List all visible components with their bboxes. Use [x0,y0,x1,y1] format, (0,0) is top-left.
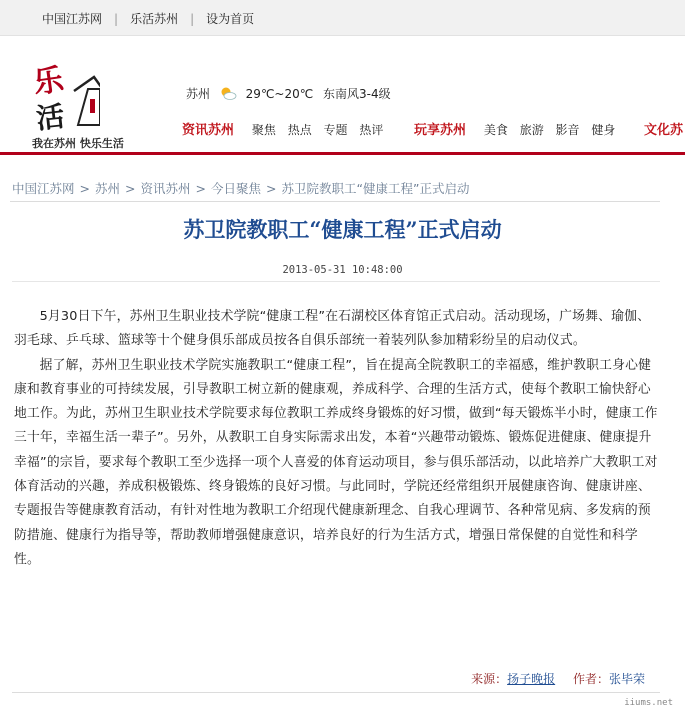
link-jschina[interactable]: 中国江苏网 [42,12,103,26]
breadcrumb-sep: > [79,181,90,196]
divider [10,201,660,202]
nav-group-culture [644,119,683,138]
nav-group-title[interactable]: 玩享苏州 [414,123,467,138]
link-set-homepage[interactable]: 设为首页 [206,12,255,26]
partly-cloudy-icon [218,86,238,100]
source-label: 来源： [471,672,508,686]
breadcrumb-current: 苏卫院教职工“健康工程”正式启动 [281,181,470,196]
nav-item-hot[interactable]: 热点 [287,123,312,137]
separator: | [190,12,195,26]
nav-item-focus[interactable]: 聚焦 [251,123,276,137]
svg-text:活: 活 [34,99,66,135]
nav-group-title[interactable]: 资讯苏州 [182,123,235,138]
svg-text:乐: 乐 [31,62,66,102]
article-body [14,305,662,572]
top-links [42,10,254,27]
page-title: 苏卫院教职工“健康工程”正式启动 [183,217,502,242]
divider [12,281,660,282]
weather-widget [186,85,391,102]
nav-group-title[interactable]: 文化苏 [644,123,684,138]
calligraphy-logo-icon [30,55,100,135]
separator: | [114,12,119,26]
source-link[interactable]: 扬子晚报 [507,672,556,686]
weather-temp: 29℃~20℃ [245,87,314,101]
author-label: 作者： [572,672,609,686]
publish-date: 2013-05-31 10:48:00 [282,264,403,276]
header-divider [0,152,685,155]
breadcrumb [12,179,469,197]
nav-item-fitness[interactable]: 健身 [591,123,616,137]
nav-item-food[interactable]: 美食 [483,123,508,137]
nav-group-fun [414,119,615,138]
breadcrumb-item-news[interactable]: 资讯苏州 [140,181,191,196]
breadcrumb-item-suzhou[interactable]: 苏州 [95,181,121,196]
breadcrumb-item-home[interactable]: 中国江苏网 [12,181,75,196]
nav-item-travel[interactable]: 旅游 [519,123,544,137]
nav-item-comment[interactable]: 热评 [359,123,384,137]
breadcrumb-item-today[interactable]: 今日聚焦 [211,181,262,196]
divider [12,692,660,693]
breadcrumb-sep: > [125,181,136,196]
weather-wind: 东南风3-4级 [323,87,391,101]
author-name: 张毕荣 [608,672,645,686]
nav-item-special[interactable]: 专题 [323,123,348,137]
article-paragraph: 5月30日下午，苏州卫生职业技术学院“健康工程”在石湖校区体育馆正式启动。活动现场，广场舞、瑜伽、羽毛球、乒乓球、篮球等十个健身俱乐部成员按各自俱乐部统一着装列队参加精彩纷呈的启动仪式。 [14,309,651,349]
top-utility-bar [0,0,685,36]
nav-item-media[interactable]: 影音 [555,123,580,137]
watermark: iiums.net [624,698,673,708]
nav-group-news [182,119,383,138]
link-lehuo-suzhou[interactable]: 乐活苏州 [130,12,179,26]
weather-city: 苏州 [186,87,211,101]
breadcrumb-sep: > [195,181,206,196]
breadcrumb-sep: > [266,181,277,196]
article-source [471,670,645,687]
logo-slogan: 我在苏州 快乐生活 [32,137,124,150]
site-header [0,37,685,155]
site-logo[interactable] [22,51,172,151]
article-paragraph: 据了解，苏州卫生职业技术学院实施教职工“健康工程”，旨在提高全院教职工的幸福感，维护教职工身心健康和教育事业的可持续发展，引导教职工树立新的健康观，养成科学、合理的生活方式，使每个教职工愉快舒心地工作。为此，苏州卫生职业技术学院要求每位教职工养成终身锻炼的好习惯，做到“每天锻炼半小时，健康工作三十年，幸福生活一辈子”。另外，从教职工自身实际需求出发，本着“兴趣带动锻炼、锻炼促进健康、健康提升幸福”的宗旨，要求每个教职工至少选择一项个人喜爱的体育运动项目，参与俱乐部活动，以此培养广大教职工对体育活动的兴趣，养成积极锻炼、终身锻炼的良好习惯。与此同时，学院还经常组织开展健康咨询、健康讲座、专题报告等健康教育活动，有针对性地为教职工介绍现代健康新理念、自我心理调节、各种常见病、多发病的预防措施、健康行为指导等，帮助教师增强健康意识，培养良好的行为生活方式，增强日常保健的自觉性和科学性。 [14,357,658,567]
